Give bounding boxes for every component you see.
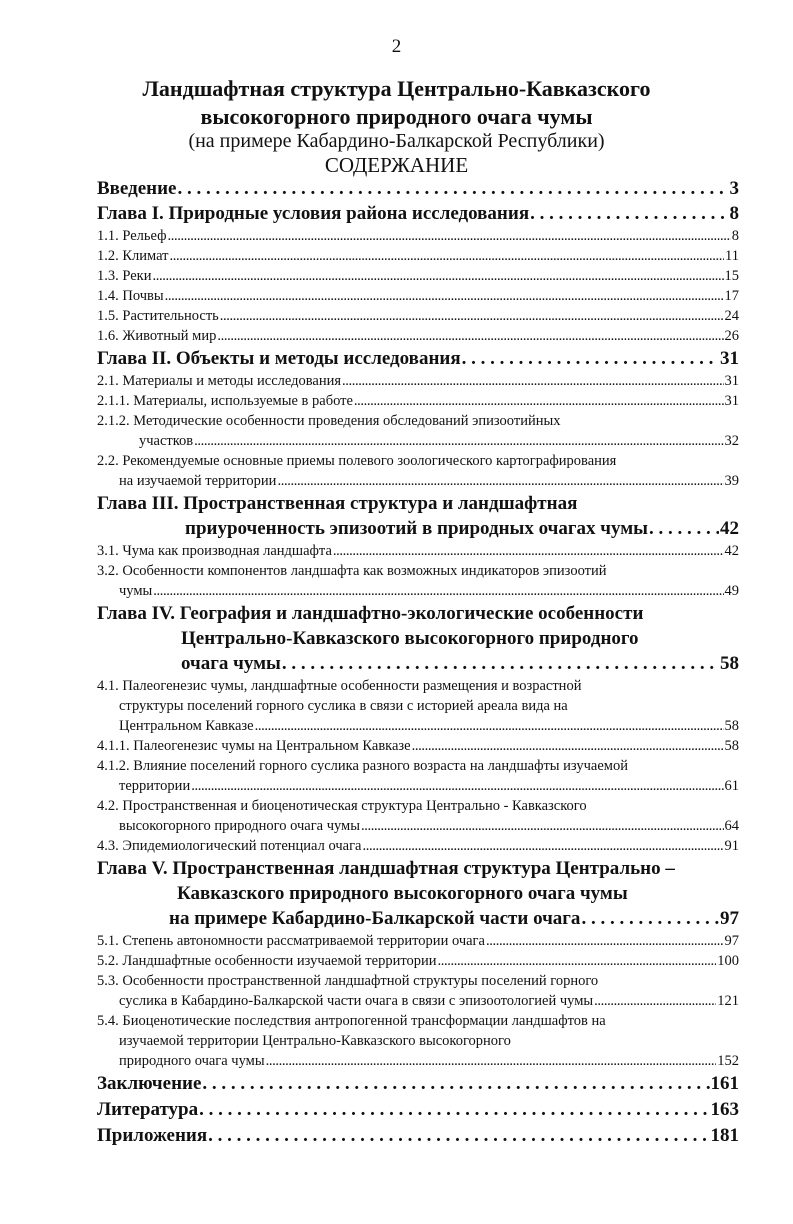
toc-label: приуроченность эпизоотий в природных очагах чумы bbox=[185, 518, 648, 539]
toc-entry-4-2 bbox=[97, 798, 739, 838]
toc-label: Литература bbox=[97, 1099, 199, 1120]
toc-label: участков bbox=[139, 433, 194, 449]
dot-leader bbox=[170, 248, 725, 265]
toc-page: 15 bbox=[724, 268, 739, 284]
toc-entry-5-2 bbox=[97, 953, 739, 973]
toc-row bbox=[97, 473, 739, 493]
toc-page: 39 bbox=[724, 473, 739, 489]
toc-row bbox=[97, 718, 739, 738]
toc-entry-chapter-3 bbox=[97, 493, 739, 543]
toc-entry-chapter-2 bbox=[97, 348, 739, 373]
dot-leader bbox=[361, 818, 724, 835]
toc-page: 58 bbox=[720, 653, 739, 674]
dot-leader bbox=[202, 1073, 709, 1095]
dot-leader bbox=[194, 433, 723, 450]
toc-page: 152 bbox=[717, 1053, 739, 1069]
toc-label: природного очага чумы bbox=[119, 1053, 265, 1069]
toc-row bbox=[97, 818, 739, 838]
toc-line: 2.1.2. Методические особенности проведения обследований эпизоотийных bbox=[97, 413, 561, 429]
toc-label: 1.3. Реки bbox=[97, 268, 152, 284]
toc-line: 2.2. Рекомендуемые основные приемы полевого зоологического картографирования bbox=[97, 453, 617, 469]
dot-leader bbox=[217, 328, 723, 345]
toc-row bbox=[97, 653, 739, 678]
toc-entry-conclusion bbox=[97, 1073, 739, 1099]
toc-entry-4-1-1 bbox=[97, 738, 739, 758]
toc-page: 181 bbox=[710, 1125, 739, 1146]
toc-page: 161 bbox=[710, 1073, 739, 1094]
toc-label: Центральном Кавказе bbox=[119, 718, 254, 734]
dot-leader bbox=[282, 653, 719, 675]
toc-entry-5-4 bbox=[97, 1013, 739, 1073]
dot-leader bbox=[178, 178, 729, 200]
dot-leader bbox=[333, 543, 724, 560]
toc-entry-chapter-1 bbox=[97, 203, 739, 228]
toc-entry-3-1 bbox=[97, 543, 739, 563]
toc-page: 121 bbox=[717, 993, 739, 1009]
toc-label: 1.6. Животный мир bbox=[97, 328, 217, 344]
toc-page: 58 bbox=[724, 738, 739, 754]
dot-leader bbox=[342, 373, 723, 390]
toc-entry-intro bbox=[97, 178, 739, 203]
toc-page: 31 bbox=[724, 393, 739, 409]
toc-entry-appendix bbox=[97, 1125, 739, 1151]
toc-page: 97 bbox=[724, 933, 739, 949]
toc-label: 4.1.1. Палеогенезис чумы на Центральном Кавказе bbox=[97, 738, 411, 754]
toc-label: 4.3. Эпидемиологический потенциал очага bbox=[97, 838, 362, 854]
toc-line: 5.4. Биоценотические последствия антропогенной трансформации ландшафтов на bbox=[97, 1013, 606, 1029]
toc-entry-4-1-2 bbox=[97, 758, 739, 798]
toc-page: 31 bbox=[720, 348, 739, 369]
toc-row bbox=[97, 778, 739, 798]
toc-line: Кавказского природного высокогорного очага чумы bbox=[177, 883, 628, 904]
toc-label: 1.4. Почвы bbox=[97, 288, 164, 304]
toc-label: Введение bbox=[97, 178, 177, 199]
toc-line: 3.2. Особенности компонентов ландшафта как возможных индикаторов эпизоотий bbox=[97, 563, 607, 579]
dot-leader bbox=[266, 1053, 717, 1070]
toc-label: 1.5. Растительность bbox=[97, 308, 219, 324]
dot-leader bbox=[277, 473, 723, 490]
dot-leader bbox=[594, 993, 716, 1010]
toc-line: 5.3. Особенности пространственной ландшафтной структуры поселений горного bbox=[97, 973, 599, 989]
toc-page: 42 bbox=[724, 543, 739, 559]
dot-leader bbox=[191, 778, 723, 795]
toc-page: 24 bbox=[724, 308, 739, 324]
toc-entry-2-1-1 bbox=[97, 393, 739, 413]
toc-line: 4.1. Палеогенезис чумы, ландшафтные особенности размещения и возрастной bbox=[97, 678, 582, 694]
toc-line: Глава IV. География и ландшафтно-экологические особенности bbox=[97, 603, 644, 624]
toc-entry-chapter-5 bbox=[97, 858, 739, 933]
dot-leader bbox=[486, 933, 724, 950]
toc-row bbox=[97, 908, 739, 933]
dot-leader bbox=[649, 518, 719, 540]
toc-page: 61 bbox=[724, 778, 739, 794]
page-number: 2 bbox=[391, 36, 402, 57]
toc-page: 91 bbox=[724, 838, 739, 854]
toc-row bbox=[97, 1053, 739, 1073]
dot-leader bbox=[438, 953, 717, 970]
toc-entry-4-1 bbox=[97, 678, 739, 738]
toc-entry-1-5 bbox=[97, 308, 739, 328]
toc-page: 8 bbox=[729, 203, 739, 224]
dot-leader bbox=[168, 228, 731, 245]
toc-entry-2-1 bbox=[97, 373, 739, 393]
dot-leader bbox=[362, 838, 723, 855]
dot-leader bbox=[199, 1099, 709, 1121]
toc-label: Приложения bbox=[97, 1125, 208, 1146]
title-line-2: высокогорного природного очага чумы bbox=[200, 104, 593, 129]
toc-label: чумы bbox=[119, 583, 153, 599]
toc-label: 5.1. Степень автономности рассматриваемой территории очага bbox=[97, 933, 485, 949]
toc-entry-1-4 bbox=[97, 288, 739, 308]
dot-leader bbox=[208, 1125, 709, 1147]
toc-row bbox=[97, 583, 739, 603]
toc-page: 11 bbox=[725, 248, 739, 264]
dot-leader bbox=[220, 308, 724, 325]
toc-label: Заключение bbox=[97, 1073, 202, 1094]
toc-row bbox=[97, 993, 739, 1013]
toc-label: территории bbox=[119, 778, 191, 794]
dot-leader bbox=[153, 268, 724, 285]
toc-line: структуры поселений горного суслика в связи с историей ареала вида на bbox=[119, 698, 568, 714]
toc-page: 97 bbox=[720, 908, 739, 929]
toc-line: Глава V. Пространственная ландшафтная структура Центрально – bbox=[97, 858, 675, 879]
toc-line: 4.2. Пространственная и биоценотическая структура Центрально - Кавказского bbox=[97, 798, 587, 814]
toc-line: изучаемой территории Центрально-Кавказского высокогорного bbox=[119, 1033, 511, 1049]
toc-label: очага чумы bbox=[181, 653, 281, 674]
toc-page: 3 bbox=[729, 178, 739, 199]
toc-page: 64 bbox=[724, 818, 739, 834]
dot-leader bbox=[354, 393, 724, 410]
dot-leader bbox=[153, 583, 723, 600]
toc-page: 31 bbox=[724, 373, 739, 389]
toc-row bbox=[97, 518, 739, 543]
title-line-1: Ландшафтная структура Центрально-Кавказского bbox=[142, 76, 651, 101]
toc-page: 8 bbox=[731, 228, 739, 244]
toc-entry-2-2 bbox=[97, 453, 739, 493]
toc-entry-5-3 bbox=[97, 973, 739, 1013]
toc-page: 26 bbox=[724, 328, 739, 344]
toc-page: 17 bbox=[724, 288, 739, 304]
toc-label: суслика в Кабардино-Балкарской части очага в связи с эпизоотологией чумы bbox=[119, 993, 594, 1009]
toc-entry-chapter-4 bbox=[97, 603, 739, 678]
toc-label: Глава I. Природные условия района исследования bbox=[97, 203, 530, 224]
dot-leader bbox=[412, 738, 724, 755]
toc-entry-1-3 bbox=[97, 268, 739, 288]
toc-label: 5.2. Ландшафтные особенности изучаемой территории bbox=[97, 953, 437, 969]
dot-leader bbox=[165, 288, 724, 305]
toc-page: 58 bbox=[724, 718, 739, 734]
subtitle: (на примере Кабардино-Балкарской Республики) bbox=[188, 130, 605, 152]
toc-entry-1-2 bbox=[97, 248, 739, 268]
toc-label: 1.2. Климат bbox=[97, 248, 169, 264]
dot-leader bbox=[255, 718, 724, 735]
toc-label: на изучаемой территории bbox=[119, 473, 277, 489]
toc-page: 32 bbox=[724, 433, 739, 449]
dot-leader bbox=[581, 908, 719, 930]
dot-leader bbox=[462, 348, 719, 370]
toc-row bbox=[97, 433, 739, 453]
toc-label: 2.1.1. Материалы, используемые в работе bbox=[97, 393, 353, 409]
toc-entry-4-3 bbox=[97, 838, 739, 858]
contents-heading: СОДЕРЖАНИЕ bbox=[324, 153, 469, 177]
dot-leader bbox=[530, 203, 728, 225]
toc-label: высокогорного природного очага чумы bbox=[119, 818, 360, 834]
toc-line: Глава III. Пространственная структура и ландшафтная bbox=[97, 493, 578, 514]
toc-page: 49 bbox=[724, 583, 739, 599]
toc-page: 42 bbox=[720, 518, 739, 539]
toc-page: 100 bbox=[717, 953, 739, 969]
toc-label: 1.1. Рельеф bbox=[97, 228, 167, 244]
toc-line: 4.1.2. Влияние поселений горного суслика разного возраста на ландшафты изучаемой bbox=[97, 758, 628, 774]
toc-page: 163 bbox=[710, 1099, 739, 1120]
toc-line: Центрально-Кавказского высокогорного природного bbox=[181, 628, 639, 649]
toc-label: 2.1. Материалы и методы исследования bbox=[97, 373, 342, 389]
table-of-contents bbox=[97, 178, 739, 1151]
toc-entry-5-1 bbox=[97, 933, 739, 953]
toc-entry-1-6 bbox=[97, 328, 739, 348]
toc-entry-3-2 bbox=[97, 563, 739, 603]
toc-entry-literature bbox=[97, 1099, 739, 1125]
toc-label: 3.1. Чума как производная ландшафта bbox=[97, 543, 332, 559]
toc-entry-1-1 bbox=[97, 228, 739, 248]
toc-label: Глава II. Объекты и методы исследования bbox=[97, 348, 461, 369]
toc-label: на примере Кабардино-Балкарской части очага bbox=[169, 908, 581, 929]
toc-entry-2-1-2 bbox=[97, 413, 739, 453]
